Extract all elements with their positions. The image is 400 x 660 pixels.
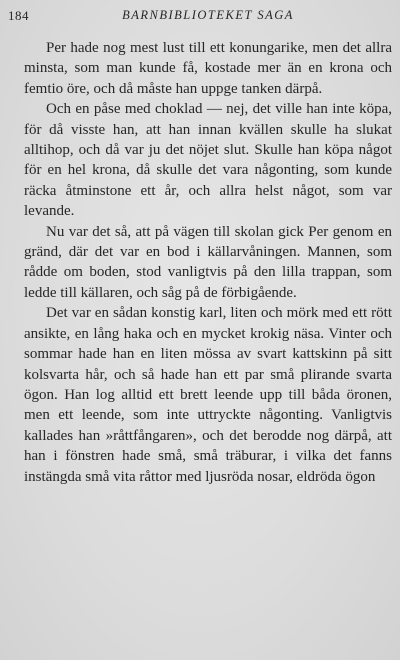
paragraph-1: Per hade nog mest lust till ett konungarike, men det allra minsta, som man kunde få, kostade mer än en krona och femtio öre, och då måste han uppge tanken därpå. [24, 40, 392, 97]
paragraph-4: Det var en sådan konstig karl, liten och mörk med ett rött ansikte, en lång haka och en mycket krokig näsa. Vinter och sommar hade han en liten mössa av svart kattskinn på sitt kolsvarta hår, och så hade han ett par små plirande svarta ögon. Han log alltid ett brett leende upp till båda öronen, men ett leende, som inte uttryckte någonting. Vanligtvis kallades han »råttfångaren», och det berodde nog därpå, att han i fönstren hade små, små träburar, i vilka det fanns instängda små vita råttor med ljusröda nosar, eldröda ögon [24, 305, 392, 485]
body-text [24, 38, 392, 487]
page-header [8, 8, 388, 30]
paragraph-3: Nu var det så, att på vägen till skolan gick Per genom en gränd, där det var en bod i källarvåningen. Mannen, som rådde om boden, stod vanligtvis på den lilla trappan, som ledde till källaren, och såg på de förbigående. [24, 223, 392, 301]
page-number: 184 [8, 8, 29, 23]
paragraph-2: Och en påse med choklad — nej, det ville han inte köpa, för då visste han, att han innan kvällen skulle ha slukat alltihop, och då var ju det nöjet slut. Skulle han köpa något för en hel krona, då skulle det vara någonting, som kunde räcka åtminstone ett år, och allra helst något, som var levande. [24, 101, 392, 220]
running-title: BARNBIBLIOTEKET SAGA [122, 8, 294, 22]
